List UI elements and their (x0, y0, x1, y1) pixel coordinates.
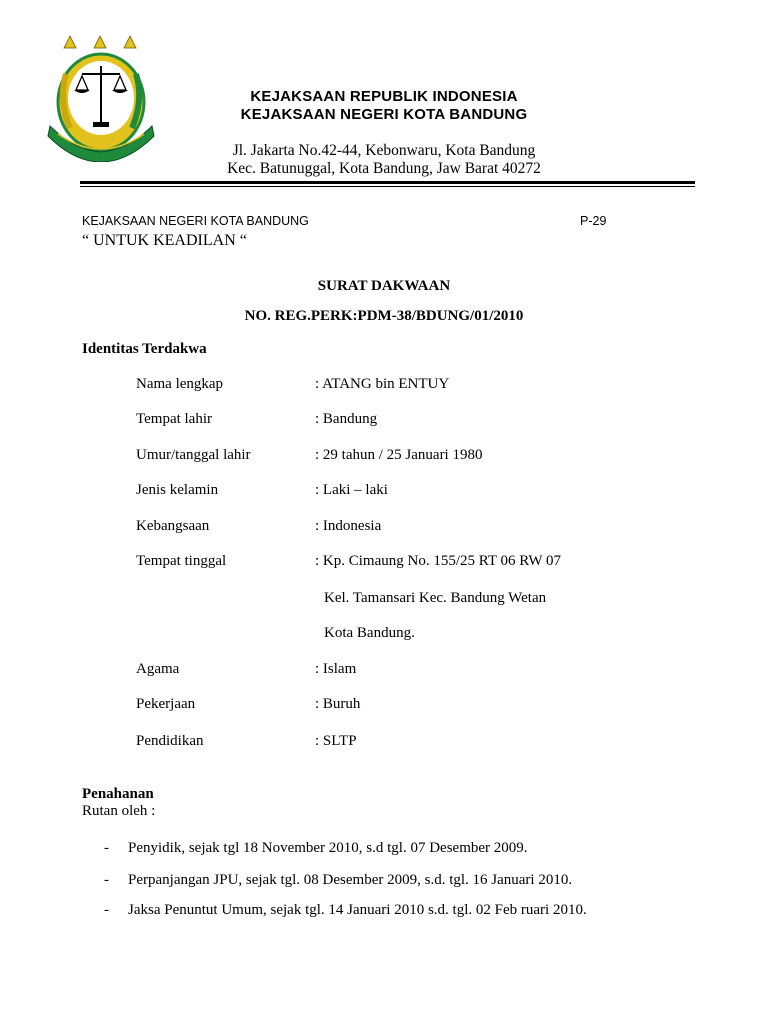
detention-bullet: - (104, 872, 109, 888)
motto: “ UNTUK KEADILAN “ (82, 232, 247, 249)
identity-label-age: Umur/tanggal lahir (136, 447, 251, 463)
doc-number: NO. REG.PERK:PDM-38/BDUNG/01/2010 (244, 308, 524, 324)
detention-bullet: - (104, 840, 109, 856)
identity-value-occupation: : Buruh (315, 696, 361, 712)
identity-value-nationality: : Indonesia (315, 518, 382, 534)
identity-value-religion: : Islam (315, 661, 357, 677)
kejaksaan-emblem (44, 30, 158, 162)
identity-label-name: Nama lengkap (136, 376, 224, 392)
identity-label-gender: Jenis kelamin (136, 482, 219, 498)
header-address-2: Kec. Batunuggal, Kota Bandung, Jaw Barat 40272 (227, 160, 541, 177)
identity-label-occupation: Pekerjaan (136, 696, 196, 712)
identity-label-birthplace: Tempat lahir (136, 411, 213, 427)
detention-heading: Penahanan (82, 786, 154, 802)
identity-value-education: : SLTP (315, 733, 357, 749)
detention-bullet: - (104, 902, 109, 918)
header-divider-thin (80, 186, 695, 187)
office-line: KEJAKSAAN NEGERI KOTA BANDUNG (82, 214, 309, 228)
identity-label-education: Pendidikan (136, 733, 204, 749)
header-title-1: KEJAKSAAN REPUBLIK INDONESIA (250, 88, 518, 105)
identity-value-gender: : Laki – laki (315, 482, 388, 498)
header-address-1: Jl. Jakarta No.42-44, Kebonwaru, Kota Bandung (232, 142, 536, 159)
identity-residence-cont-1: Kel. Tamansari Kec. Bandung Wetan (324, 590, 547, 606)
identity-value-name: : ATANG bin ENTUY (315, 376, 450, 392)
doc-title: SURAT DAKWAAN (317, 278, 451, 294)
form-code: P-29 (580, 214, 607, 228)
identity-label-religion: Agama (136, 661, 180, 677)
identity-label-nationality: Kebangsaan (136, 518, 210, 534)
detention-item: Perpanjangan JPU, sejak tgl. 08 Desember 2009, s.d. tgl. 16 Januari 2010. (128, 872, 573, 888)
identity-heading: Identitas Terdakwa (82, 341, 207, 357)
identity-value-residence: : Kp. Cimaung No. 155/25 RT 06 RW 07 (315, 553, 562, 569)
identity-value-birthplace: : Bandung (315, 411, 378, 427)
header-divider (80, 181, 695, 184)
identity-value-age: : 29 tahun / 25 Januari 1980 (315, 447, 483, 463)
identity-residence-cont-2: Kota Bandung. (324, 625, 415, 641)
detention-item: Penyidik, sejak tgl 18 November 2010, s.d tgl. 07 Desember 2009. (128, 840, 528, 856)
detention-sub: Rutan oleh : (82, 803, 156, 819)
header-title-2: KEJAKSAAN NEGERI KOTA BANDUNG (240, 106, 528, 123)
detention-item: Jaksa Penuntut Umum, sejak tgl. 14 Januari 2010 s.d. tgl. 02 Feb ruari 2010. (128, 902, 587, 918)
identity-label-residence: Tempat tinggal (136, 553, 227, 569)
